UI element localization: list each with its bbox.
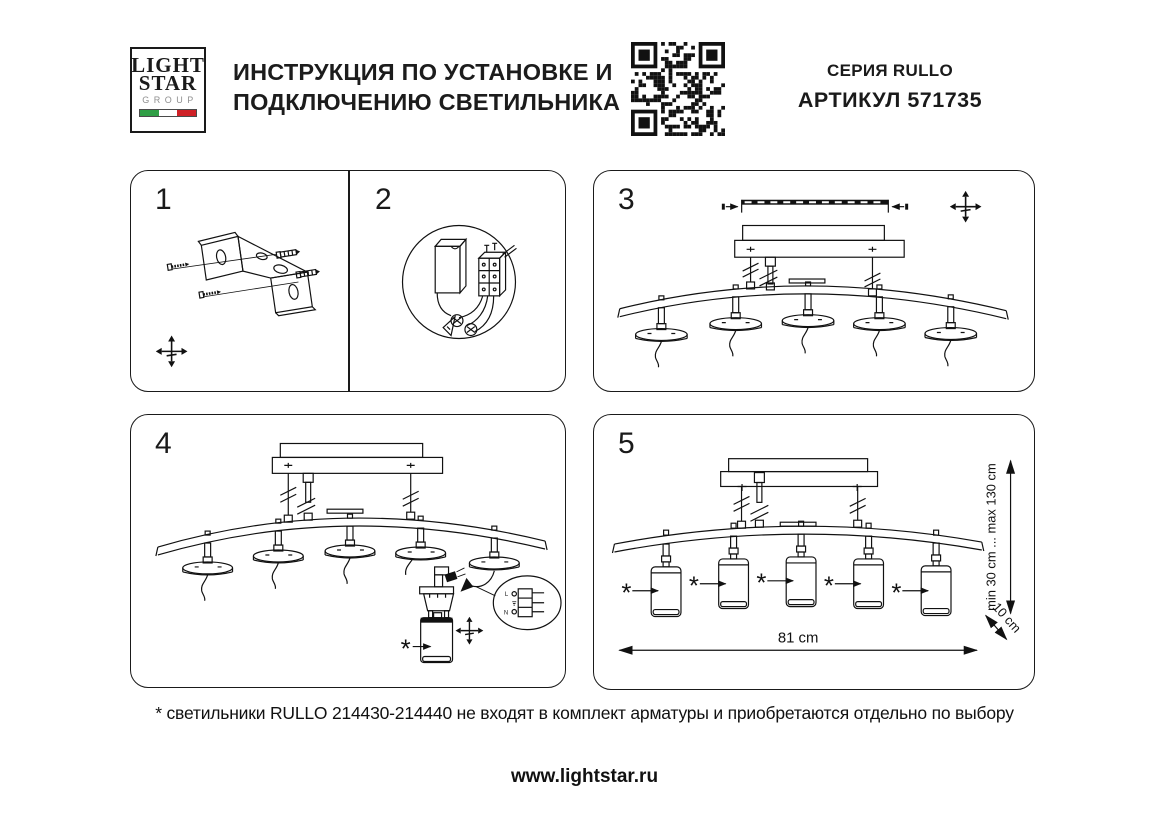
move-arrows-icon bbox=[950, 191, 982, 223]
canopy-base bbox=[735, 240, 904, 257]
step-3-number: 3 bbox=[618, 183, 635, 216]
lamp-holder bbox=[253, 519, 303, 589]
panel-step-3 bbox=[593, 170, 1035, 392]
lamp-holder bbox=[396, 516, 446, 575]
move-arrows-icon bbox=[456, 617, 484, 645]
asterisk-mark: * bbox=[400, 635, 411, 664]
asterisk-mark: * bbox=[621, 579, 632, 608]
lamp-holder bbox=[469, 526, 519, 570]
title-line-2: ПОДКЛЮЧЕНИЮ СВЕТИЛЬНИКА bbox=[233, 89, 621, 115]
step2-diagram bbox=[131, 171, 565, 391]
depth-label: 10 cm bbox=[989, 599, 1025, 636]
lamp-holder bbox=[925, 295, 977, 366]
step-5-number: 5 bbox=[618, 427, 635, 460]
step5-diagram bbox=[594, 415, 1034, 689]
series-label: СЕРИЯ RULLO bbox=[827, 61, 953, 80]
article-label: АРТИКУЛ 571735 bbox=[797, 88, 983, 112]
logo-word-group: GROUP bbox=[142, 95, 198, 105]
website-url: www.lightstar.ru bbox=[510, 766, 659, 787]
step-1-number: 1 bbox=[155, 183, 172, 216]
asterisk-mark: * bbox=[756, 569, 767, 598]
arc-bar bbox=[158, 518, 545, 547]
canopy-top bbox=[280, 443, 422, 457]
step-2-number: 2 bbox=[375, 183, 392, 216]
asterisk-mark: * bbox=[823, 572, 834, 601]
header-product-info bbox=[785, 61, 995, 113]
canopy-top bbox=[743, 226, 885, 241]
connector-plug bbox=[445, 571, 458, 582]
asterisk-mark: * bbox=[688, 572, 699, 601]
step-4-number: 4 bbox=[155, 427, 172, 460]
panel-step-5 bbox=[593, 414, 1035, 690]
lamp-holder bbox=[183, 531, 233, 601]
logo-word-star: STAR bbox=[138, 71, 198, 95]
lamp-holder bbox=[782, 282, 834, 353]
italian-flag bbox=[139, 109, 197, 117]
logo-word-light: LIGHT bbox=[131, 53, 205, 77]
canopy-base bbox=[272, 457, 442, 473]
qr-code bbox=[631, 42, 725, 136]
lamp-holder bbox=[325, 514, 375, 584]
terminal-callout bbox=[493, 576, 561, 630]
lightstar-logo bbox=[130, 47, 206, 133]
panel-step-4 bbox=[130, 414, 566, 688]
terminal-l-label: L bbox=[504, 591, 509, 598]
asterisk-mark: * bbox=[891, 579, 902, 608]
plug-arrow bbox=[460, 578, 473, 592]
connection-wire bbox=[471, 571, 494, 587]
step3-diagram bbox=[594, 171, 1034, 391]
shade-unit bbox=[921, 530, 951, 615]
lamp-holder bbox=[636, 296, 688, 367]
canopy-top bbox=[729, 459, 868, 472]
footer-note: * светильники RULLO 214430-214440 не входят в комплект арматуры и приобретаются отдельно по выбору bbox=[155, 703, 1014, 723]
canopy-base bbox=[721, 472, 878, 487]
title-line-1: ИНСТРУКЦИЯ ПО УСТАНОВКЕ И bbox=[233, 59, 613, 85]
panel-step-1-2 bbox=[130, 170, 566, 392]
page-title bbox=[233, 57, 620, 117]
height-label: min 30 cm ... max 130 cm bbox=[983, 463, 999, 611]
step4-diagram bbox=[131, 415, 565, 687]
terminal-n-label: N bbox=[503, 610, 509, 617]
width-label: 81 cm bbox=[777, 630, 819, 647]
